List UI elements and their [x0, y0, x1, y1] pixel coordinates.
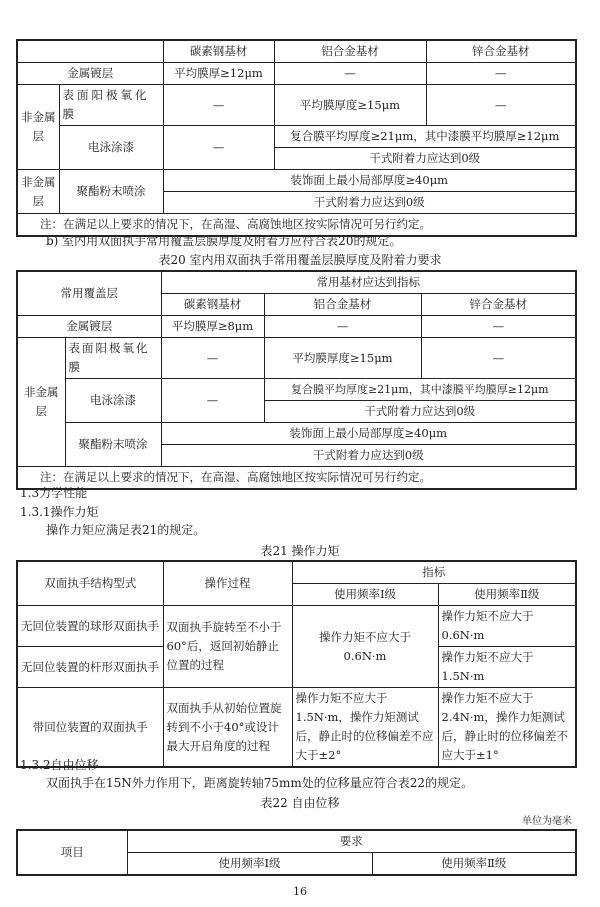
table-note: 注：在满足以上要求的情况下，在高湿、高腐蚀地区按实际情况可另行约定。 — [17, 467, 576, 490]
table-row — [17, 85, 576, 126]
row-label: 聚酯粉末喷涂 — [59, 170, 163, 214]
paragraph-1-3-2: 双面执手在15N外力作用下，距离旋转轴75mm处的位移量应符合表22的规定。 — [46, 776, 474, 790]
table-20 — [16, 270, 577, 490]
section-heading-1-3: 1.3力学性能 — [20, 486, 88, 500]
paragraph-b: b) 室内用双面执手常用覆盖层膜厚度及附着力应符合表20的规定。 — [46, 234, 402, 248]
table-row — [17, 170, 576, 192]
table-21-caption: 表21 操作力矩 — [260, 544, 340, 558]
header-level-2: 使用频率Ⅱ级 — [438, 584, 576, 606]
cell: — — [161, 379, 264, 423]
header-coating: 常用覆盖层 — [17, 271, 161, 316]
cell: — — [264, 316, 421, 338]
cell: 平均膜厚≥12μm — [163, 63, 274, 85]
table-header-row — [17, 830, 576, 853]
row-label: 表面阳极氧化膜 — [65, 338, 161, 379]
table-21 — [16, 560, 577, 768]
header-empty — [17, 40, 163, 63]
process-cell: 双面执手旋转至不小于60°后，返回初始静止位置的过程 — [163, 606, 292, 688]
level-1-cell: 操作力矩不应大于0.6N·m — [292, 606, 438, 688]
table-22-caption: 表22 自由位移 — [260, 796, 340, 810]
header-group: 常用基材应达到指标 — [161, 271, 576, 294]
page-number: 16 — [293, 885, 307, 898]
cell: — — [421, 316, 576, 338]
cell: — — [426, 63, 576, 85]
table-row — [17, 316, 576, 338]
header-level-2: 使用频率Ⅱ级 — [372, 853, 576, 876]
group-label: 非金属层 — [17, 85, 59, 170]
header-structure: 双面执手结构型式 — [17, 561, 163, 606]
table-note-row — [17, 467, 576, 490]
cell: — — [421, 338, 576, 379]
header-item: 项目 — [17, 830, 127, 875]
section-heading-1-3-1: 1.3.1操作力矩 — [20, 505, 99, 519]
unit-label: 单位为毫米 — [522, 816, 572, 827]
row-label: 电泳涂漆 — [59, 126, 163, 170]
header-group: 指标 — [292, 561, 576, 584]
cell: 干式附着力应达到0级 — [163, 192, 576, 214]
cell: 平均膜厚度≥15μm — [274, 85, 426, 126]
table-note: 注：在满足以上要求的情况下，在高湿、高腐蚀地区按实际情况可另行约定。 — [17, 214, 576, 237]
cell: — — [163, 126, 274, 170]
cell: 平均膜厚度≥15μm — [264, 338, 421, 379]
cell: 装饰面上最小局部厚度≥40μm — [163, 170, 576, 192]
level-2-cell: 操作力矩不应大于2.4N·m，操作力矩测试后，静止时的位移偏差不应大于±1° — [438, 688, 576, 768]
cell: 干式附着力应达到0级 — [274, 148, 576, 170]
cell: 装饰面上最小局部厚度≥40μm — [161, 423, 576, 445]
header-level-1: 使用频率Ⅰ级 — [127, 853, 372, 876]
cell: 平均膜厚≥8μm — [161, 316, 264, 338]
structure-type: 无回位装置的杆形双面执手 — [17, 647, 163, 688]
cell: 复合膜平均厚度≥21μm，其中漆膜平均膜厚≥12μm — [264, 379, 576, 401]
paragraph-1-3-1: 操作力矩应满足表21的规定。 — [46, 523, 206, 537]
level-2-cell: 操作力矩不应大于0.6N·m — [438, 606, 576, 647]
structure-type: 带回位装置的双面执手 — [17, 688, 163, 768]
group-label: 非金属层 — [17, 170, 59, 214]
row-label: 电泳涂漆 — [65, 379, 161, 423]
cell: 干式附着力应达到0级 — [264, 401, 576, 423]
table-row — [17, 126, 576, 148]
header-zinc: 锌合金基材 — [426, 40, 576, 63]
process-cell: 双面执手从初始位置旋转到不小于40°或设计最大开启角度的过程 — [163, 688, 292, 768]
cell: — — [161, 338, 264, 379]
table-row — [17, 379, 576, 401]
table-22 — [16, 829, 577, 876]
table-row — [17, 606, 576, 647]
table-row — [17, 338, 576, 379]
row-label: 聚酯粉末喷涂 — [65, 423, 161, 467]
header-group: 要求 — [127, 830, 576, 853]
header-zinc: 锌合金基材 — [421, 294, 576, 316]
table-header-row — [17, 271, 576, 294]
table-20-caption: 表20 室内用双面执手常用覆盖层膜厚度及附着力要求 — [158, 253, 442, 267]
header-level-1: 使用频率Ⅰ级 — [292, 584, 438, 606]
row-label: 表面阳极氧化膜 — [59, 85, 163, 126]
group-label: 非金属层 — [17, 338, 65, 467]
cell: — — [163, 85, 274, 126]
cell: — — [426, 85, 576, 126]
section-heading-1-3-2: 1.3.2自由位移 — [20, 758, 99, 772]
table-row — [17, 688, 576, 768]
table-row — [17, 423, 576, 445]
structure-type: 无回位装置的球形双面执手 — [17, 606, 163, 647]
header-aluminum: 铝合金基材 — [264, 294, 421, 316]
table-header-row — [17, 40, 576, 63]
row-label: 金属镀层 — [17, 63, 163, 85]
table-row — [17, 63, 576, 85]
header-aluminum: 铝合金基材 — [274, 40, 426, 63]
table-19-continued — [16, 39, 577, 237]
header-carbon-steel: 碳素钢基材 — [163, 40, 274, 63]
cell: — — [274, 63, 426, 85]
header-carbon-steel: 碳素钢基材 — [161, 294, 264, 316]
level-2-cell: 操作力矩不应大于1.5N·m — [438, 647, 576, 688]
table-header-row — [17, 561, 576, 584]
row-label: 金属镀层 — [17, 316, 161, 338]
cell: 复合膜平均厚度≥21μm，其中漆膜平均膜厚≥12μm — [274, 126, 576, 148]
header-process: 操作过程 — [163, 561, 292, 606]
cell: 干式附着力应达到0级 — [161, 445, 576, 467]
level-1-cell: 操作力矩不应大于1.5N·m，操作力矩测试后，静止时的位移偏差不应大于±2° — [292, 688, 438, 768]
